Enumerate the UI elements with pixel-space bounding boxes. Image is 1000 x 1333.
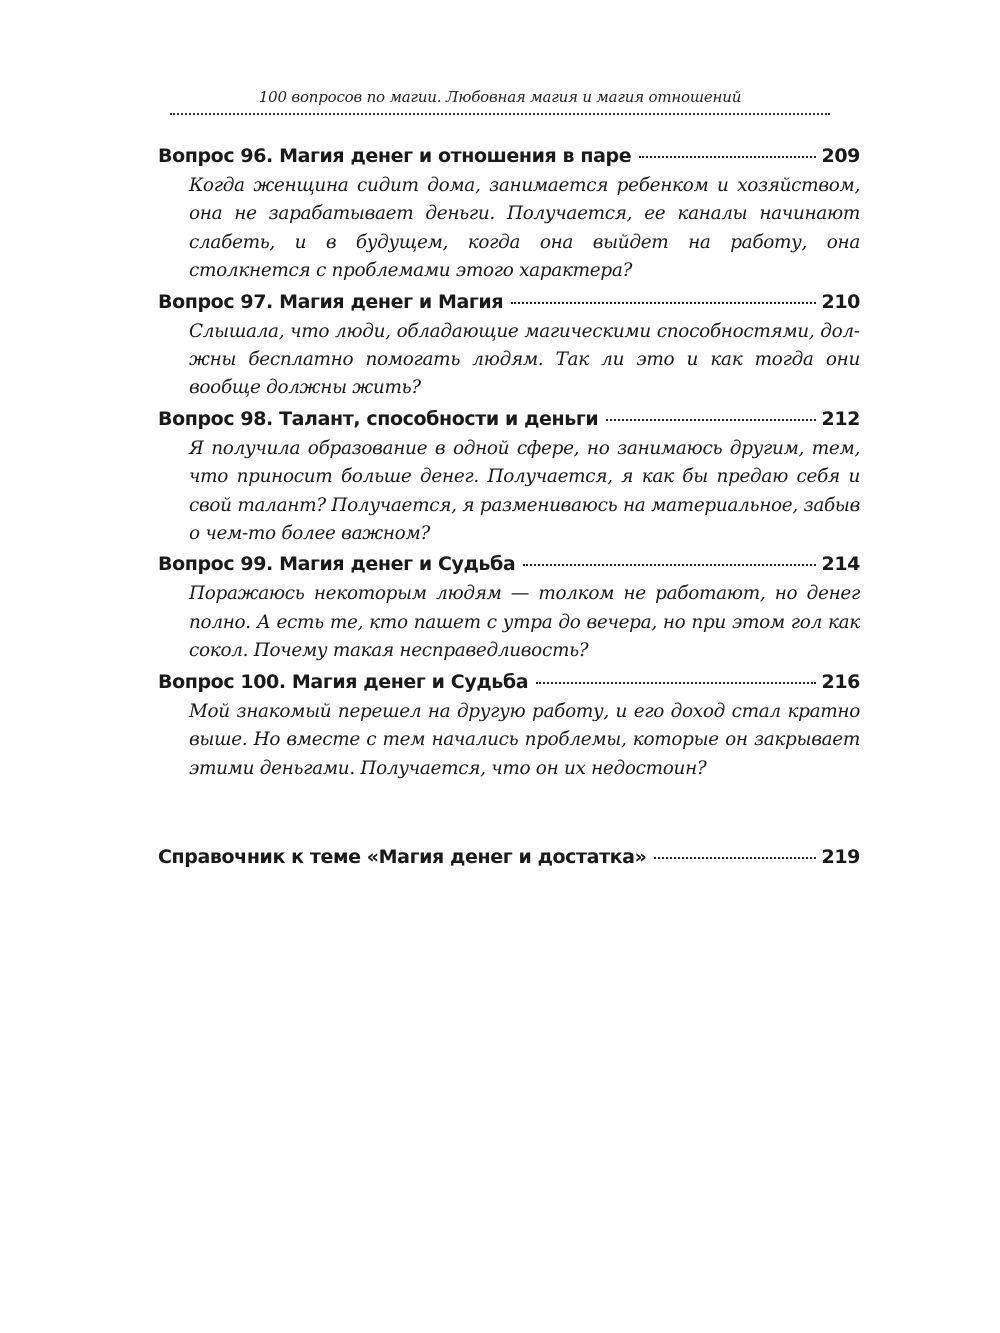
toc-entry-title: Вопрос 98. Талант, способности и деньги	[158, 407, 599, 430]
toc-entry-98	[158, 403, 860, 549]
toc-entry-title: Вопрос 97. Магия денег и Магия	[158, 290, 504, 313]
toc-entry-reference	[158, 841, 860, 873]
toc-entry-title: Вопрос 96. Магия денег и отношения в паре	[158, 145, 632, 167]
toc-page-number: 210	[821, 290, 860, 313]
toc-entry-heading[interactable]	[158, 841, 860, 873]
dot-leader	[536, 682, 815, 684]
toc-entry-description: Слышала, что люди, обладающие магическими способностями, должны бесплатно помогать людям. Так ли это и как тогда они вообще должны жить?	[189, 320, 860, 399]
toc-page-number: 214	[821, 553, 860, 576]
toc-entry-description: Я получила образование в одной сфере, но занимаюсь другим, тем, что приносит больше денег. Получается, я как бы предаю себя и свой талант? Получается, я размениваюсь на материальное, забыв о чем-то более важном?	[189, 437, 860, 545]
toc-entry-heading[interactable]	[158, 286, 860, 318]
dot-leader	[511, 302, 815, 304]
section-spacer	[158, 783, 860, 841]
toc-entry-title: Вопрос 99. Магия денег и Судьба	[158, 553, 516, 576]
toc-entry-96	[158, 140, 860, 286]
toc-entry-heading[interactable]	[158, 403, 860, 435]
toc-entry-97	[158, 286, 860, 403]
table-of-contents	[158, 140, 860, 873]
toc-entry-100	[158, 666, 860, 783]
toc-page-number: 209	[821, 145, 860, 167]
toc-entry-heading[interactable]	[158, 666, 860, 698]
dot-leader	[606, 419, 815, 421]
header-dotted-rule	[170, 113, 830, 115]
toc-entry-description: Поражаюсь некоторым людям — толком не работают, но денег полно. А есть те, кто пашет с утра до вечера, но при этом гол как сокол. Почему такая несправедливость?	[189, 583, 860, 662]
dot-leader	[639, 156, 815, 158]
dot-leader	[654, 857, 815, 859]
toc-page-number: 216	[821, 670, 860, 693]
toc-entry-description: Когда женщина сидит дома, занимается ребенком и хозяйством, она не зарабатывает деньги. Получается, ее каналы начинают слабеть, и в будущем, когда она выйдет на работу, она столкнется с проблемами этого характера?	[189, 175, 860, 282]
toc-entry-heading[interactable]	[158, 140, 860, 172]
toc-entry-heading[interactable]	[158, 548, 860, 580]
toc-page-number: 212	[821, 407, 860, 430]
toc-entry-99	[158, 548, 860, 665]
toc-page-number: 219	[821, 845, 860, 868]
toc-entry-title: Справочник к теме «Магия денег и достатка»	[158, 845, 647, 868]
running-head: 100 вопросов по магии. Любовная магия и магия отношений	[258, 88, 742, 106]
dot-leader	[523, 564, 815, 566]
toc-entry-title: Вопрос 100. Магия денег и Судьба	[158, 670, 529, 693]
toc-entry-description: Мой знакомый перешел на другую работу, и его доход стал кратно выше. Но вместе с тем начались проблемы, которые он закрывает этими деньгами. Получается, что он их недостоин?	[189, 700, 860, 779]
